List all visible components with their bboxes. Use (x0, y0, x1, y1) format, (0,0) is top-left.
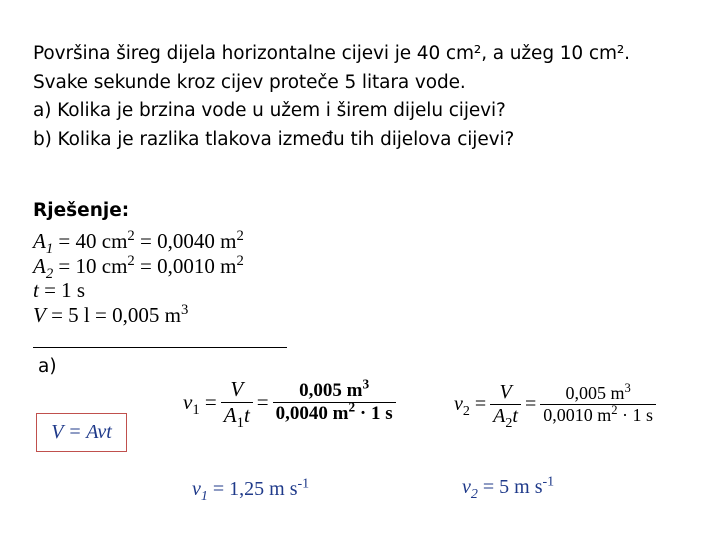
problem-line-3: a) Kolika je brzina vode u užem i širem dijelu cijevi? (33, 100, 506, 121)
equation-v1: $v_1$ = $\frac{V}{A_1t}$ = $\frac{0,005 m^3}{0,0040 m^2 \cdot 1 s}$ (183, 377, 396, 428)
result-v1: $v_1 = 1,25$ m $s^{-1}$ (192, 476, 310, 504)
continuity-formula-box: V = Avt (36, 413, 127, 452)
problem-line-4: b) Kolika je razlika tlakova između tih dijelova cijevi? (33, 128, 515, 150)
given-a1: $A_1 = 40$ $cm^2 = 0,0040$ $m^2$ (33, 228, 244, 258)
fraction-v-over-a2t: $\frac{V}{A_2t}$ (490, 381, 521, 428)
given-t: t = 1 s (33, 278, 86, 302)
result-v2: $v_2 = 5$ m $s^{-1}$ (462, 474, 555, 502)
given-a2: $A_2 = 10$ $cm^2 = 0,0010$ $m^2$ (33, 252, 244, 282)
equation-v2: $v_2$ = $\frac{V}{A_2t}$ = $\frac{0,005 m^3}{0,0010 m^2 \cdot 1 s}$ (454, 381, 656, 428)
part-a-label: a) (38, 356, 57, 377)
divider-line (33, 347, 287, 348)
problem-line-1: Površina šireg dijela horizontalne cijevi je 40 cm², a užeg 10 cm². (33, 43, 630, 64)
fraction-numeric-2: $\frac{0,005 m^3}{0,0010 m^2 \cdot 1 s}$ (540, 383, 656, 426)
given-v: V = 5 l = 0,005 $m^3$ (33, 301, 189, 327)
fraction-v-over-a1t: $\frac{V}{A_1t}$ (221, 377, 253, 428)
problem-line-2: Svake sekunde kroz cijev proteče 5 litara vode. (33, 71, 466, 93)
problem-statement (33, 40, 630, 154)
solution-heading: Rješenje: (33, 200, 130, 221)
given-values (33, 229, 244, 327)
fraction-numeric-1: $\frac{0,005 m^3}{0,0040 m^2 \cdot 1 s}$ (273, 380, 396, 425)
